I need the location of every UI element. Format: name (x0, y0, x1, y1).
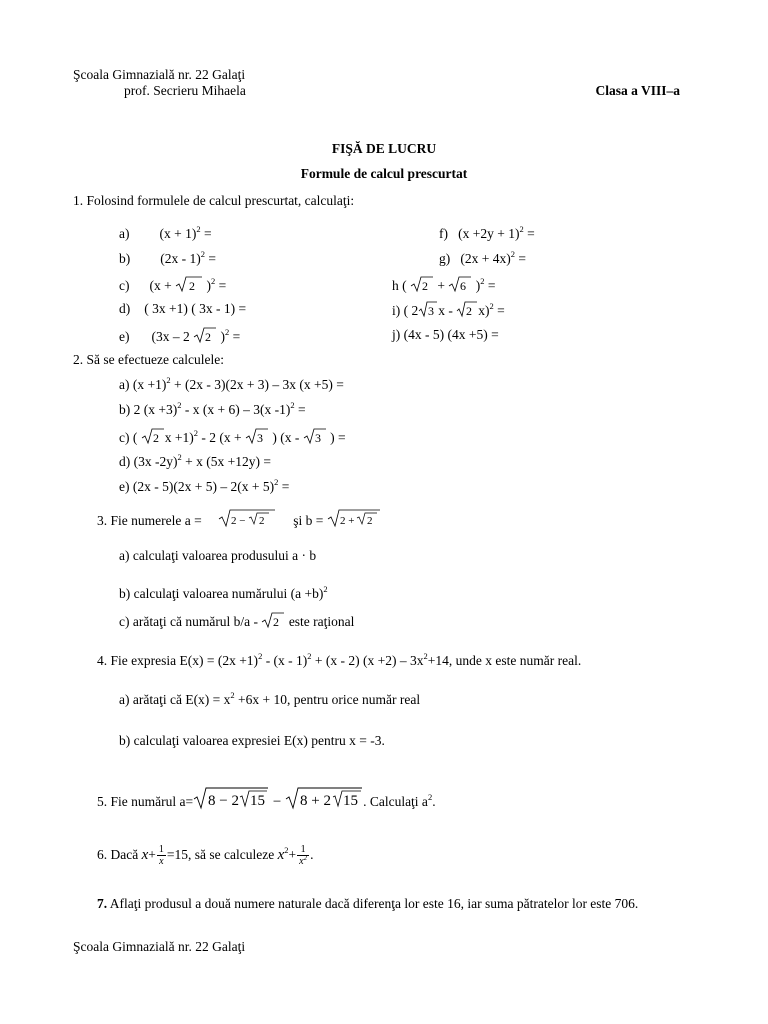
svg-text:2: 2 (152, 431, 159, 445)
ex3-intro: 3. Fie numerele a = 2 − 2 şi b = 2 + 2 (97, 508, 381, 532)
ex3-c: c) arătaţi că numărul b/a - 2 este raţional (119, 612, 354, 633)
ex2-d: d) (3x -2y)$^2$ + x (5x +12y) = (119, 452, 271, 469)
school-name: Şcoala Gimnazială nr. 22 Galaţi (73, 67, 246, 82)
ex1-j: j) (4x - 5) (4x +5) = (392, 327, 499, 342)
page-subtitle: Formule de calcul prescurtat (300, 166, 468, 181)
ex3-b: b) calculaţi valoarea numărului $(a +b)^2$ (119, 584, 328, 601)
sqrt-sign (418, 301, 438, 322)
svg-text:3: 3 (314, 431, 321, 445)
ex1-c: c) (x + 2 )$^2$ = (119, 276, 226, 297)
sqrt-sign (245, 428, 269, 449)
svg-text:2 +: 2 + (339, 515, 355, 527)
ex2-e: e) $(2x - 5)(2x + 5) - 2(x + 5)^2$ = (119, 477, 290, 494)
ex4-intro: 4. Fie expresia $E(x) = (2x +1)^2 - (x - 1)^2 + (x - 2)$ $(x +2) - 3x^2+14$, unde x este număr real. (97, 651, 582, 668)
sqrt-sign (448, 276, 472, 297)
svg-text:15: 15 (250, 793, 266, 809)
svg-text:2 −: 2 − (231, 515, 246, 527)
page-title: FIŞĂ DE LUCRU (331, 141, 437, 156)
svg-text:15: 15 (343, 793, 359, 809)
svg-text:3: 3 (256, 431, 263, 445)
ex1-a: a) $(x + 1)^2$ = (119, 224, 212, 241)
svg-text:6: 6 (460, 279, 467, 293)
ex1-i: i) ( 2 3 x - 2 x)$^2$ = (392, 301, 505, 322)
svg-text:3: 3 (428, 304, 435, 318)
ex4-a: a) arătaţi că $E(x) = x^2 +6x + 10$, pentru orice număr real (119, 690, 421, 707)
svg-text:2: 2 (189, 279, 196, 293)
ex1-e: e) (3x – 2 2 )$^2$ = (119, 327, 240, 348)
sqrt-sign (193, 327, 217, 348)
sqrt-sign (261, 612, 285, 633)
sqrt-2-plus-sqrt2 (327, 508, 381, 532)
svg-text:2: 2 (259, 515, 265, 527)
sqrt-2-minus-sqrt2 (218, 508, 276, 532)
svg-text:2: 2 (466, 304, 473, 318)
ex2-c: c) ( 2 x +1)$^2$ - 2 (x + 3 ) (x - 3 ) = (119, 428, 346, 449)
sqrt-sign (303, 428, 327, 449)
sqrt-large (193, 786, 269, 817)
svg-text:2: 2 (422, 279, 428, 293)
fraction-1-over-x2: $\frac{1}{x^2}$ (299, 844, 308, 868)
ex2-intro: 2. Să se efectueze calculele: (73, 352, 225, 367)
ex1-b: b) (2x - 1)$^2$ = (119, 249, 216, 266)
sqrt-sign (141, 428, 165, 449)
ex1-h: h ( 2 + 6 )$^2$ = (392, 276, 496, 297)
sqrt-sign (175, 276, 203, 297)
ex6: 6. Dacă x+ $\frac{1}{x}$ =15, să se calculeze $x^2+$ $\frac{1}{x^2}$ . (97, 844, 314, 868)
ex1-d: d) ( 3x +1) ( 3x - 1) = (119, 301, 247, 316)
svg-text:8 − 2: 8 − 2 (208, 793, 240, 809)
ex2-a: a) $(x +1)^2 + (2x - 3)(2x + 3) - 3x$ (x +5) = (119, 375, 344, 392)
sqrt-sign (456, 301, 478, 322)
svg-text:2: 2 (366, 515, 373, 527)
svg-text:8 + 2: 8 + 2 (300, 793, 332, 809)
class-label: Clasa a VIII–a (595, 83, 680, 98)
fraction-1-over-x: $\frac{1}{x}$ (158, 844, 164, 868)
sqrt-large (285, 786, 363, 817)
svg-text:2: 2 (273, 615, 280, 629)
ex4-b: b) calculaţi valoarea expresiei E(x) pentru x = -3. (119, 733, 385, 748)
ex1-g: g) $(2x + 4x)^2$ = (439, 249, 526, 266)
ex2-b: b) 2 $(x +3)^2 - x$ (x + 6) – 3(x -1)$^2$ = (119, 400, 306, 417)
ex3-a: a) calculaţi valoarea produsului a · b (119, 548, 317, 563)
ex1-intro: 1. Folosind formulele de calcul prescurtat, calculaţi: (73, 193, 355, 208)
ex5: 5. Fie numărul a= 8 − 2 15 − 8 + 2 15 . Calculaţi $a^2$. (97, 786, 436, 817)
footer-school: Şcoala Gimnazială nr. 22 Galaţi (73, 939, 246, 954)
sqrt-sign (410, 276, 434, 297)
teacher-name: prof. Secrieru Mihaela (124, 83, 246, 98)
svg-text:2: 2 (205, 330, 212, 344)
ex7: 7. Aflaţi produsul a două numere naturale dacă diferenţa lor este 16, iar suma pătratelor lor este 706. (97, 896, 639, 911)
ex1-f: f) $(x +2y + 1)^2$ = (439, 224, 535, 241)
